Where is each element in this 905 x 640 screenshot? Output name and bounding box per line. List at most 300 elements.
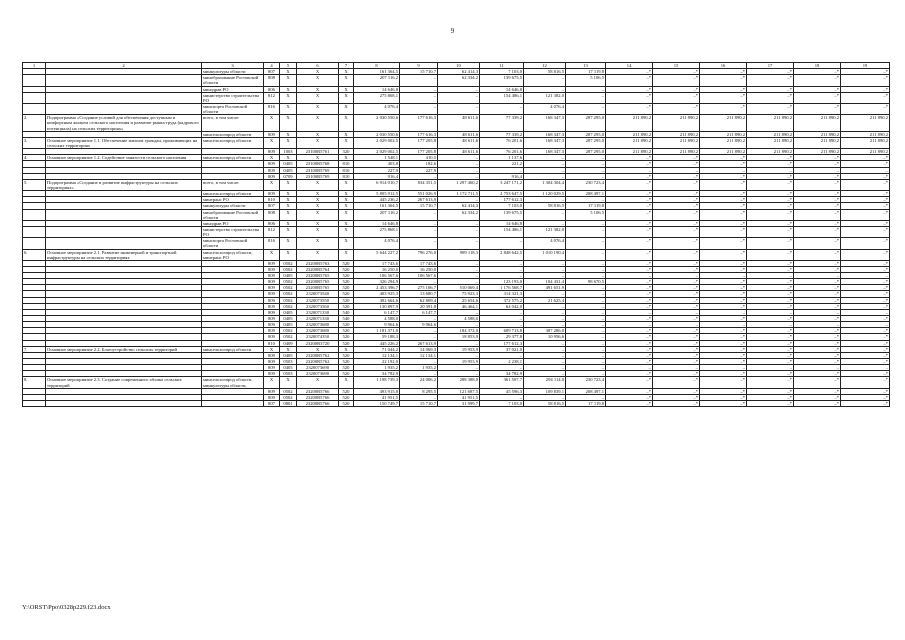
table-cell: – xyxy=(841,365,890,371)
table-cell: – xyxy=(524,394,566,400)
table-cell: –* xyxy=(747,173,794,179)
table-cell: 520 xyxy=(339,279,354,285)
table-cell: – xyxy=(841,167,890,173)
table-cell: – xyxy=(566,86,606,92)
table-cell: –* xyxy=(841,75,890,86)
table-cell: 211 890,2 xyxy=(653,131,700,137)
table-cell: – xyxy=(566,238,606,249)
table-cell: –* xyxy=(700,340,747,346)
table-cell: 98 670,5 xyxy=(566,279,606,285)
table-cell: X xyxy=(339,220,354,226)
table-cell: 0502 xyxy=(280,266,297,272)
table-cell: X xyxy=(264,346,280,352)
table-cell: Подпрограмма «Создание и развитие инфраструктуры на сельских территориях» xyxy=(46,179,202,190)
table-cell: – xyxy=(566,352,606,358)
table-cell: –* xyxy=(841,161,890,167)
table-cell: Основное мероприятие 2.3. Создание современного облика сельских территорий xyxy=(46,377,202,388)
table-cell: – xyxy=(524,167,566,173)
table-row xyxy=(23,103,890,114)
table-cell: –* xyxy=(653,346,700,352)
table-cell: X xyxy=(280,92,297,103)
table-cell xyxy=(202,401,264,407)
table-cell: 809 xyxy=(264,322,280,328)
table-cell: –* xyxy=(653,401,700,407)
table-cell: –* xyxy=(747,303,794,309)
table-cell: –* xyxy=(653,371,700,377)
table-cell: – xyxy=(524,322,566,328)
table-cell: – xyxy=(841,322,890,328)
table-cell: 809 xyxy=(264,371,280,377)
table-cell: – xyxy=(524,309,566,315)
table-cell: –* xyxy=(747,197,794,203)
column-header: 1 xyxy=(23,63,46,69)
table-cell: 5 805 912,5 xyxy=(354,191,400,197)
table-cell: – xyxy=(400,103,438,114)
table-cell: 5 644 227,2 xyxy=(354,249,400,260)
table-cell: министерство строительства РО xyxy=(202,226,264,237)
table-cell: –* xyxy=(841,346,890,352)
table-cell: 4. xyxy=(23,155,46,161)
column-header: 17 xyxy=(747,63,794,69)
table-cell: X xyxy=(297,155,339,161)
table-cell: 0502 xyxy=(280,279,297,285)
table-cell: 275 106,7 xyxy=(400,285,438,291)
table-cell: 211 890,2 xyxy=(606,137,653,148)
table-cell: – xyxy=(438,273,480,279)
table-cell: –* xyxy=(653,103,700,114)
table-cell: 809 xyxy=(264,334,280,340)
table-cell: –* xyxy=(841,285,890,291)
table-cell: 77 339,2 xyxy=(480,115,524,131)
table-cell: 0502 xyxy=(280,260,297,266)
table-cell: 809 xyxy=(264,167,280,173)
table-cell: 0709 xyxy=(280,173,297,179)
table-cell: 0502 xyxy=(280,334,297,340)
table-cell: –* xyxy=(653,226,700,237)
table-cell: –* xyxy=(653,260,700,266)
table-cell: 834 351,5 xyxy=(400,179,438,190)
table-cell: 7 103,0 xyxy=(480,401,524,407)
table-cell: – xyxy=(566,359,606,365)
table-cell: –* xyxy=(700,197,747,203)
table-cell: – xyxy=(438,86,480,92)
table-cell: X xyxy=(264,179,280,190)
table-cell: 2320073690 xyxy=(297,371,339,377)
table-cell: X xyxy=(297,75,339,86)
table-cell: X xyxy=(280,179,297,190)
table-cell: 816 xyxy=(264,238,280,249)
table-cell: 1 137,6 xyxy=(480,155,524,161)
table-cell: 21 625,4 xyxy=(524,297,566,303)
table-cell: 154 486,1 xyxy=(480,226,524,237)
table-cell: – xyxy=(438,226,480,237)
table-cell: –* xyxy=(747,191,794,197)
table-cell: 1 935,2 xyxy=(400,365,438,371)
table-cell: –* xyxy=(653,279,700,285)
table-cell: –* xyxy=(794,359,841,365)
table-cell: 287 295,0 xyxy=(566,137,606,148)
table-cell: – xyxy=(566,309,606,315)
table-cell: 0405 xyxy=(280,365,297,371)
table-cell: –* xyxy=(606,92,653,103)
table-cell: – xyxy=(566,155,606,161)
table-cell: 19 953,9 xyxy=(438,359,480,365)
table-cell: 267 613,9 xyxy=(400,340,438,346)
table-cell: – xyxy=(400,394,438,400)
table-cell: –* xyxy=(606,173,653,179)
table-cell: 989 118,3 xyxy=(438,249,480,260)
table-cell: – xyxy=(524,155,566,161)
table-cell: 2320073560 xyxy=(297,303,339,309)
table-cell: –* xyxy=(606,394,653,400)
table-cell: 211 890,2 xyxy=(794,131,841,137)
table-cell: X xyxy=(297,69,339,75)
table-cell: –* xyxy=(794,297,841,303)
table-cell: –* xyxy=(606,291,653,297)
table-cell: – xyxy=(400,86,438,92)
column-header: 11 xyxy=(480,63,524,69)
table-cell: –* xyxy=(794,303,841,309)
table-cell: 812 xyxy=(264,226,280,237)
table-cell xyxy=(23,238,46,249)
table-cell: 809 xyxy=(264,309,280,315)
table-cell: 4 076,4 xyxy=(354,103,400,114)
table-cell: –* xyxy=(653,285,700,291)
table-cell: –* xyxy=(700,371,747,377)
table-cell: –* xyxy=(606,371,653,377)
table-cell: 34 782,9 xyxy=(354,371,400,377)
table-cell: –* xyxy=(841,92,890,103)
table-cell: 0405 xyxy=(280,309,297,315)
table-cell xyxy=(46,401,202,407)
table-cell: X xyxy=(297,137,339,148)
column-header: 13 xyxy=(566,63,606,69)
table-cell: 491 651,9 xyxy=(524,285,566,291)
table-cell: – xyxy=(606,309,653,315)
table-cell: X xyxy=(297,115,339,131)
table-cell: 0405 xyxy=(280,322,297,328)
table-cell: –* xyxy=(700,394,747,400)
table-cell: X xyxy=(297,346,339,352)
table-cell: 809 xyxy=(264,394,280,400)
table-cell: –* xyxy=(747,155,794,161)
table-cell: минсельхозпрод области xyxy=(202,155,264,161)
table-cell: –* xyxy=(606,103,653,114)
table-cell: –* xyxy=(747,75,794,86)
table-cell: 23200R5766 xyxy=(297,401,339,407)
table-cell: 58 816,5 xyxy=(524,69,566,75)
table-cell: –* xyxy=(841,203,890,209)
table-cell: –* xyxy=(747,340,794,346)
table-cell: –* xyxy=(794,173,841,179)
table-cell: –* xyxy=(653,394,700,400)
table-cell xyxy=(23,92,46,103)
table-cell: –* xyxy=(747,86,794,92)
table-cell: –* xyxy=(653,173,700,179)
table-cell: – xyxy=(400,316,438,322)
table-cell: 520 xyxy=(339,365,354,371)
table-cell: –* xyxy=(794,266,841,272)
table-cell: 211 890,2 xyxy=(794,115,841,131)
table-cell: –* xyxy=(653,191,700,197)
table-cell: X xyxy=(264,155,280,161)
table-cell: 808 xyxy=(264,75,280,86)
budget-table xyxy=(22,62,890,407)
table-cell: 314 321,3 xyxy=(480,291,524,297)
table-cell: – xyxy=(606,273,653,279)
table-cell: –* xyxy=(606,340,653,346)
table-cell: – xyxy=(566,328,606,334)
table-cell: 2. xyxy=(23,115,46,131)
table-cell: 0405 xyxy=(280,167,297,173)
footer-path: Y:\ORST\Ppo\0328p229.f23.docx xyxy=(22,604,111,611)
table-cell: X xyxy=(297,92,339,103)
table-cell: 812 xyxy=(264,92,280,103)
table-cell: 16 250,0 xyxy=(354,266,400,272)
table-cell: – xyxy=(700,309,747,315)
table-cell: 48 611,6 xyxy=(438,115,480,131)
table-cell: – xyxy=(480,309,524,315)
table-cell: 3 247 171,2 xyxy=(480,179,524,190)
table-cell: 0409 xyxy=(280,340,297,346)
table-cell: 48 611,6 xyxy=(438,149,480,155)
table-cell: – xyxy=(480,352,524,358)
table-cell: X xyxy=(339,115,354,131)
table-cell: 510 069,4 xyxy=(438,285,480,291)
table-cell: 288 388,0 xyxy=(438,377,480,388)
table-cell: – xyxy=(606,167,653,173)
column-header: 15 xyxy=(653,63,700,69)
table-cell: 211 890,2 xyxy=(747,131,794,137)
table-cell: – xyxy=(653,365,700,371)
table-cell: –* xyxy=(653,238,700,249)
table-cell: 211 890,2 xyxy=(606,149,653,155)
table-cell: – xyxy=(438,365,480,371)
table-cell: 17 119,8 xyxy=(566,69,606,75)
table-cell: – xyxy=(524,303,566,309)
table-cell xyxy=(46,103,202,114)
table-cell: 520 xyxy=(339,371,354,377)
table-cell: 287 295,0 xyxy=(566,115,606,131)
table-cell: 2320073690 xyxy=(297,365,339,371)
table-cell: –* xyxy=(841,352,890,358)
table-cell: 139 675,5 xyxy=(480,209,524,220)
table-cell: X xyxy=(280,203,297,209)
table-cell: 372 575,2 xyxy=(480,297,524,303)
table-cell: – xyxy=(438,161,480,167)
table-cell xyxy=(23,209,46,220)
table-cell: 8 295,5 xyxy=(400,388,438,394)
table-cell: минкультуры области xyxy=(202,69,264,75)
table-cell: X xyxy=(280,346,297,352)
table-cell: 809 xyxy=(264,279,280,285)
table-cell: –* xyxy=(606,155,653,161)
table-row xyxy=(23,249,890,260)
table-cell: 2 453 396,7 xyxy=(354,285,400,291)
table-cell: –* xyxy=(747,69,794,75)
table-cell: 520 xyxy=(339,401,354,407)
table-cell: 2 030 550,6 xyxy=(354,115,400,131)
column-header: 5 xyxy=(280,63,297,69)
table-cell: – xyxy=(524,273,566,279)
table-cell: 809 xyxy=(264,266,280,272)
table-cell: – xyxy=(566,316,606,322)
table-cell: –* xyxy=(794,69,841,75)
table-cell: – xyxy=(747,365,794,371)
table-cell: –* xyxy=(747,226,794,237)
table-cell: –* xyxy=(700,377,747,388)
table-cell: 15 710,7 xyxy=(400,401,438,407)
table-cell: X xyxy=(339,197,354,203)
table-cell: – xyxy=(480,167,524,173)
table-cell: –* xyxy=(841,191,890,197)
table-cell: – xyxy=(400,226,438,237)
table-cell: – xyxy=(400,279,438,285)
table-cell: 520 xyxy=(339,334,354,340)
table-cell: 23200R5766 xyxy=(297,394,339,400)
table-cell: 230 723,4 xyxy=(566,377,606,388)
table-cell: –* xyxy=(606,75,653,86)
table-cell: 445 226,2 xyxy=(354,340,400,346)
table-cell: –* xyxy=(653,297,700,303)
table-cell: – xyxy=(438,238,480,249)
table-cell: X xyxy=(339,86,354,92)
table-cell: X xyxy=(339,69,354,75)
table-cell: – xyxy=(480,316,524,322)
table-cell: –* xyxy=(700,279,747,285)
table-cell: 809 xyxy=(264,388,280,394)
table-cell: 177 205,8 xyxy=(400,149,438,155)
table-cell: 275 868,1 xyxy=(354,226,400,237)
table-cell: –* xyxy=(606,334,653,340)
table-cell: – xyxy=(794,309,841,315)
table-cell: 1 198 739,3 xyxy=(354,377,400,388)
table-cell: всего, в том числе: xyxy=(202,115,264,131)
table-cell: –* xyxy=(700,285,747,291)
table-cell: –* xyxy=(841,279,890,285)
table-cell: – xyxy=(438,103,480,114)
table-cell: – xyxy=(400,75,438,86)
table-cell: 23200R5765 xyxy=(297,279,339,285)
table-cell: –* xyxy=(794,103,841,114)
table-cell: 809 xyxy=(264,191,280,197)
table-cell: 2320073680 xyxy=(297,328,339,334)
table-cell: 109 839,1 xyxy=(524,388,566,394)
table-cell: –* xyxy=(841,86,890,92)
table-cell: 23200R5765 xyxy=(297,273,339,279)
table-cell: – xyxy=(653,309,700,315)
table-cell: 520 xyxy=(339,388,354,394)
table-cell: 809 xyxy=(264,273,280,279)
table-cell: X xyxy=(339,203,354,209)
table-cell: 211 890,2 xyxy=(606,131,653,137)
table-cell xyxy=(23,226,46,237)
table-cell: 211 890,2 xyxy=(747,115,794,131)
table-cell: 520 xyxy=(339,297,354,303)
table-cell: –* xyxy=(700,388,747,394)
table-cell: 34 782,9 xyxy=(480,371,524,377)
table-cell: 31 999,7 xyxy=(438,401,480,407)
table-cell: –* xyxy=(841,316,890,322)
table-cell: – xyxy=(438,167,480,173)
table-cell: 816 xyxy=(264,103,280,114)
table-cell: 23100R5769 xyxy=(297,173,339,179)
table-cell: 0503 xyxy=(280,371,297,377)
table-cell: 16 250,0 xyxy=(400,266,438,272)
table-cell: 15 710,7 xyxy=(400,69,438,75)
table-cell: – xyxy=(566,249,606,260)
table-cell: – xyxy=(438,340,480,346)
table-cell: –* xyxy=(606,303,653,309)
table-cell: –* xyxy=(606,260,653,266)
table-cell xyxy=(46,75,202,86)
table-cell: – xyxy=(747,167,794,173)
table-cell: 810 xyxy=(264,340,280,346)
table-cell: 64 042,0 xyxy=(480,303,524,309)
column-header: 9 xyxy=(400,63,438,69)
table-cell: 62 414,3 xyxy=(438,203,480,209)
table-cell: – xyxy=(400,359,438,365)
table-cell: 123 193,0 xyxy=(480,279,524,285)
table-cell: X xyxy=(339,155,354,161)
table-cell: –* xyxy=(653,92,700,103)
table-cell: –* xyxy=(653,203,700,209)
table-cell: – xyxy=(438,260,480,266)
table-cell: –* xyxy=(700,303,747,309)
table-cell: 520 xyxy=(339,266,354,272)
table-cell: 809 xyxy=(264,260,280,266)
table-cell: –* xyxy=(747,249,794,260)
table-cell: –* xyxy=(794,346,841,352)
table-cell: Основное мероприятие 2.2. Благоустройство сельских территорий xyxy=(46,346,202,352)
table-cell: – xyxy=(400,328,438,334)
table-cell: всего, в том числе: xyxy=(202,179,264,190)
table-cell: –* xyxy=(841,328,890,334)
table-cell: 2 848 642,5 xyxy=(480,249,524,260)
table-cell: 806 xyxy=(264,220,280,226)
table-cell: – xyxy=(438,155,480,161)
table-cell: 106 567,6 xyxy=(354,273,400,279)
table-cell: 41 951,5 xyxy=(438,394,480,400)
table-cell: 0405 xyxy=(280,316,297,322)
table-cell: –* xyxy=(653,303,700,309)
table-cell: 207 116,2 xyxy=(354,209,400,220)
table-cell: – xyxy=(480,103,524,114)
table-cell: –* xyxy=(653,359,700,365)
table-cell: –* xyxy=(653,220,700,226)
table-cell: 211 890,2 xyxy=(700,149,747,155)
table-cell: X xyxy=(264,115,280,131)
table-cell: 23200R5765 xyxy=(297,285,339,291)
table-cell: –* xyxy=(606,86,653,92)
table-cell: 208 497,1 xyxy=(566,388,606,394)
table-cell: – xyxy=(438,173,480,179)
table-cell: X xyxy=(339,238,354,249)
table-cell: –* xyxy=(794,291,841,297)
column-header: 6 xyxy=(297,63,339,69)
table-cell: –* xyxy=(653,266,700,272)
table-cell: – xyxy=(700,167,747,173)
table-cell: –* xyxy=(747,103,794,114)
table-cell: 121 382,0 xyxy=(524,226,566,237)
table-cell: –* xyxy=(700,352,747,358)
table-cell: 139 675,5 xyxy=(480,75,524,86)
table-cell: 6 147,7 xyxy=(400,309,438,315)
table-cell: 275 868,1 xyxy=(354,92,400,103)
table-cell: – xyxy=(524,197,566,203)
table-cell: 1 181 371,8 xyxy=(354,328,400,334)
table-cell: –* xyxy=(653,249,700,260)
